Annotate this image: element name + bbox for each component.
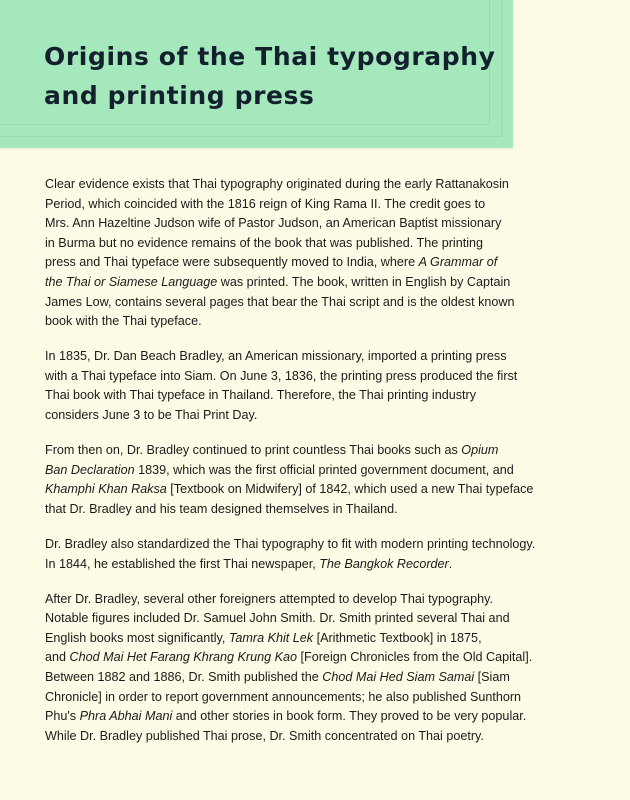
text-segment: Between 1882 and 1886, Dr. Smith published the — [45, 670, 323, 685]
text-segment: Mrs. Ann Hazeltine Judson wife of Pastor Judson, an American Baptist missionary — [45, 216, 502, 231]
title-line-1: Origins of the Thai typography — [44, 42, 496, 71]
italic-title: Phra Abhai Mani — [79, 709, 173, 724]
italic-title: Chod Mai Het Farang Khrang Krung Kao — [69, 650, 298, 665]
text-segment: [Arithmetic Textbook] in 1875, — [313, 630, 482, 645]
text-line — [45, 668, 605, 688]
text-segment: and other stories in book form. They proved to be very popular. — [172, 709, 527, 724]
article-body — [45, 175, 605, 762]
italic-title: A Grammar of — [418, 255, 498, 270]
italic-title: Tamra Khit Lek — [228, 630, 314, 645]
paragraph — [45, 441, 605, 519]
text-segment: . — [448, 556, 453, 571]
text-segment: Period, which coincided with the 1816 reign of King Rama II. The credit goes to — [45, 196, 486, 211]
text-segment: After Dr. Bradley, several other foreigners attempted to develop Thai typography. — [45, 591, 494, 606]
text-line — [45, 480, 605, 500]
paragraph — [45, 535, 605, 574]
italic-title: The Bangkok Recorder — [319, 556, 449, 571]
text-line — [45, 253, 605, 273]
text-segment: [Textbook on Midwifery] of 1842, which used a new Thai typeface — [166, 482, 534, 497]
text-line — [45, 312, 605, 332]
text-segment: English books most significantly, — [45, 630, 229, 645]
text-line — [45, 555, 605, 575]
text-line — [45, 386, 605, 406]
text-line — [45, 195, 605, 215]
text-line — [45, 273, 605, 293]
italic-title: Khamphi Khan Raksa — [45, 482, 167, 497]
italic-title: Chod Mai Hed Siam Samai — [322, 670, 475, 685]
text-line — [45, 609, 605, 629]
text-segment: Notable figures included Dr. Samuel John Smith. Dr. Smith printed several Thai and — [45, 611, 510, 626]
text-segment: Dr. Bradley also standardized the Thai typography to fit with modern printing technology. — [45, 537, 536, 551]
text-line — [45, 367, 605, 387]
text-segment: was printed. The book, written in English by Captain — [217, 274, 511, 289]
text-segment: In 1835, Dr. Dan Beach Bradley, an American missionary, imported a printing press — [45, 349, 507, 364]
text-segment: considers June 3 to be Thai Print Day. — [45, 408, 258, 423]
text-segment: While Dr. Bradley published Thai prose, Dr. Smith concentrated on Thai poetry. — [45, 728, 484, 743]
text-segment: From then on, Dr. Bradley continued to print countless Thai books such as — [45, 443, 462, 458]
text-segment: [Foreign Chronicles from the Old Capital]. — [297, 650, 533, 665]
title-line-2: and printing press — [44, 81, 315, 110]
text-line — [45, 707, 605, 727]
text-line — [45, 214, 605, 234]
paragraph — [45, 347, 605, 425]
italic-title: the Thai or Siamese Language — [45, 274, 218, 289]
page-title — [44, 37, 496, 115]
text-line — [45, 590, 605, 610]
text-line — [45, 347, 605, 367]
text-line — [45, 441, 605, 461]
text-segment: In 1844, he established the first Thai newspaper, — [45, 556, 320, 571]
text-segment: 1839, which was the first official printed government document, and — [134, 462, 514, 477]
title-banner — [0, 0, 513, 148]
text-segment: and — [45, 650, 70, 665]
text-segment: Thai book with Thai typeface in Thailand. Therefore, the Thai printing industry — [45, 388, 477, 403]
text-line — [45, 500, 605, 520]
paragraph — [45, 175, 605, 332]
text-segment: book with the Thai typeface. — [45, 314, 202, 329]
text-line — [45, 406, 605, 426]
text-line — [45, 688, 605, 708]
text-line — [45, 293, 605, 313]
text-segment: Clear evidence exists that Thai typography originated during the early Rattanakosin — [45, 177, 509, 191]
text-line — [45, 234, 605, 254]
text-line — [45, 535, 605, 555]
text-line — [45, 629, 605, 649]
text-segment: James Low, contains several pages that bear the Thai script and is the oldest known — [45, 294, 515, 309]
text-line — [45, 461, 605, 481]
text-segment: in Burma but no evidence remains of the book that was published. The printing — [45, 235, 484, 250]
italic-title: Opium — [461, 443, 499, 458]
text-segment: Chronicle] in order to report government announcements; he also published Sunthorn — [45, 689, 522, 704]
paragraph — [45, 590, 605, 747]
text-line — [45, 648, 605, 668]
text-segment: that Dr. Bradley and his team designed themselves in Thailand. — [45, 501, 398, 516]
text-line — [45, 727, 605, 747]
text-segment: press and Thai typeface were subsequently moved to India, where — [45, 255, 419, 270]
italic-title: Ban Declaration — [45, 462, 135, 477]
text-line — [45, 175, 605, 195]
text-segment: Phu's — [45, 709, 80, 724]
text-segment: [Siam — [474, 670, 510, 685]
text-segment: with a Thai typeface into Siam. On June 3, 1836, the printing press produced the first — [45, 368, 518, 383]
